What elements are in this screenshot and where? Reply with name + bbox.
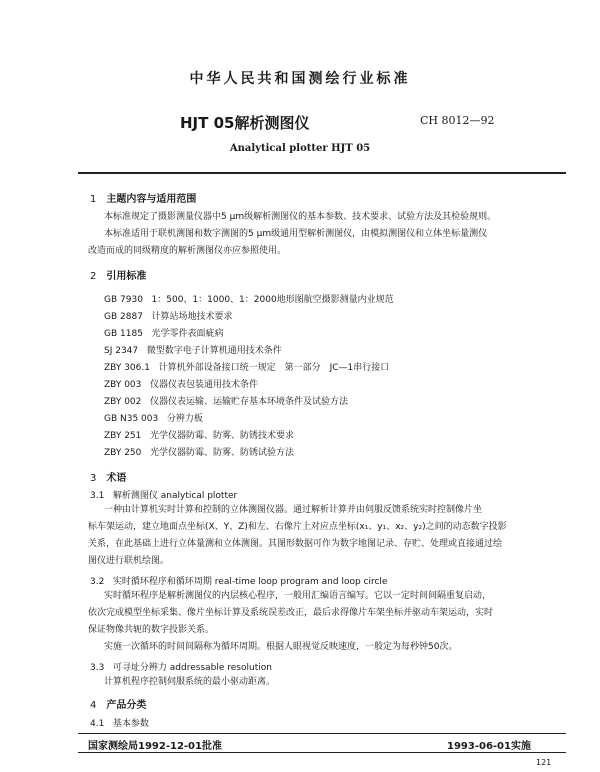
section-title: 主题内容与适用范围 bbox=[106, 194, 197, 205]
definition-heading bbox=[90, 574, 387, 587]
reference-item bbox=[104, 411, 203, 424]
industry-standard-heading: 中华人民共和国测绘行业标准 bbox=[189, 71, 411, 87]
reference-item bbox=[104, 343, 282, 356]
definition-heading bbox=[90, 660, 272, 673]
reference-item bbox=[104, 309, 233, 322]
section-title: 引用标准 bbox=[106, 271, 147, 282]
section-title: 产品分类 bbox=[106, 700, 147, 711]
definition-number: 3.1 bbox=[90, 491, 105, 501]
definition-number: 3.3 bbox=[90, 663, 105, 673]
effective-date: 1993-06-01实施 bbox=[447, 741, 531, 752]
definition-term: 实时循环程序和循环周期 real-time loop program and loop circle bbox=[112, 577, 388, 587]
paragraph: 实施一次循环的时间间隔称为循环周期。根据人眼视觉反映速度，一般定为每秒钟50次。 bbox=[104, 642, 458, 652]
reference-code: ZBY 002 bbox=[104, 397, 142, 407]
reference-item bbox=[104, 326, 224, 339]
reference-code: GB 7930 bbox=[104, 295, 143, 305]
reference-code: ZBY 250 bbox=[104, 448, 142, 458]
reference-name: 计算机外部设备接口统一规定 第一部分 JC—1串行接口 bbox=[158, 363, 390, 373]
reference-item bbox=[104, 428, 294, 441]
paragraph: 计算机程序控制伺服系统的最小驱动距离。 bbox=[104, 677, 276, 687]
reference-item bbox=[104, 377, 258, 390]
reference-name: 1：500、1：1000、1：2000地形图航空摄影测量内业规范 bbox=[151, 295, 394, 305]
paragraph: 标车架运动，建立地面点坐标(X、Y、Z)和左、右像片上对应点坐标(x₁、y₁、x₂、y₂)之间的动态数字投影 bbox=[88, 522, 507, 532]
section-2-heading bbox=[90, 267, 146, 282]
section-4-heading bbox=[90, 696, 146, 711]
reference-name: 光学零件表面疵病 bbox=[151, 329, 224, 339]
definition-number: 3.2 bbox=[90, 577, 105, 587]
page-number: 121 bbox=[536, 758, 552, 767]
paragraph: 实时循环程序是解析测图仪的内层核心程序，一般用汇编语言编写。它以一定时间间隔重复启动， bbox=[104, 591, 492, 601]
paragraph: 依次完成模型坐标采集、像片坐标计算及系统误差改正，最后求得像片车架坐标并驱动车架运动，实时 bbox=[88, 608, 494, 618]
definition-term: 解析测图仪 analytical plotter bbox=[112, 491, 238, 501]
definition-heading bbox=[90, 488, 237, 501]
reference-code: GB N35 003 bbox=[104, 414, 159, 424]
english-title: Analytical plotter HJT 05 bbox=[229, 143, 371, 154]
footer-divider bbox=[78, 733, 566, 734]
reference-item bbox=[104, 445, 294, 458]
paragraph: 改造而成的同级精度的解析测图仪亦应参照使用。 bbox=[88, 246, 287, 256]
reference-name: 微型数字电子计算机通用技术条件 bbox=[146, 346, 282, 356]
reference-item bbox=[104, 292, 394, 305]
paragraph: 本标准规定了摄影测量仪器中5 μm级解析测图仪的基本参数、技术要求、试验方法及其检验规则。 bbox=[104, 212, 497, 222]
section-1-heading bbox=[90, 190, 196, 205]
paragraph: 保证物像共轭的数字投影关系。 bbox=[88, 625, 215, 635]
section-number: 2 bbox=[90, 271, 97, 282]
reference-code: ZBY 306.1 bbox=[104, 363, 150, 373]
reference-code: SJ 2347 bbox=[104, 346, 139, 356]
footer-bottom-divider bbox=[78, 752, 566, 753]
definition-term: 可寻址分辨力 addressable resolution bbox=[112, 663, 272, 673]
reference-code: GB 2887 bbox=[104, 312, 143, 322]
subsection-title: 基本参数 bbox=[112, 719, 149, 729]
section-number: 3 bbox=[90, 473, 97, 484]
approval-note: 国家测绘局1992-12-01批准 bbox=[88, 741, 222, 752]
paragraph: 一种由计算机实时计算和控制的立体测图仪器。通过解析计算并由伺服反馈系统实时控制像片坐 bbox=[104, 505, 483, 515]
reference-name: 光学仪器防霉、防雾、防锈试验方法 bbox=[149, 448, 294, 458]
top-divider bbox=[78, 172, 566, 174]
standard-number: CH 8012—92 bbox=[420, 114, 495, 127]
section-number: 1 bbox=[90, 194, 97, 205]
reference-code: ZBY 251 bbox=[104, 431, 142, 441]
reference-code: ZBY 003 bbox=[104, 380, 142, 390]
section-title: 术语 bbox=[106, 473, 127, 484]
reference-name: 光学仪器防霉、防雾、防锈技术要求 bbox=[149, 431, 294, 441]
reference-code: GB 1185 bbox=[104, 329, 143, 339]
section-number: 4 bbox=[90, 700, 97, 711]
reference-name: 仪器仪表运输、运输贮存基本环境条件及试验方法 bbox=[149, 397, 348, 407]
reference-name: 计算站场地技术要求 bbox=[151, 312, 233, 322]
paragraph: 图仪进行联机绘图。 bbox=[88, 556, 170, 566]
document-title: HJT 05解析测图仪 bbox=[180, 114, 310, 132]
paragraph: 本标准适用于联机测图和数字测图的5 μm级通用型解析测图仪，由模拟测图仪和立体坐标量测仪 bbox=[104, 229, 488, 239]
subsection-number: 4.1 bbox=[90, 719, 105, 729]
reference-item bbox=[104, 360, 389, 373]
section-3-heading bbox=[90, 469, 126, 484]
reference-name: 分辨力板 bbox=[166, 414, 203, 424]
reference-name: 仪器仪表包装通用技术条件 bbox=[149, 380, 258, 390]
subsection-heading bbox=[90, 716, 149, 729]
paragraph: 关系，在此基础上进行立体量测和立体测图。其图形数据可作为数字地图记录、存贮、处理或直接通过绘 bbox=[88, 539, 503, 549]
reference-item bbox=[104, 394, 348, 407]
